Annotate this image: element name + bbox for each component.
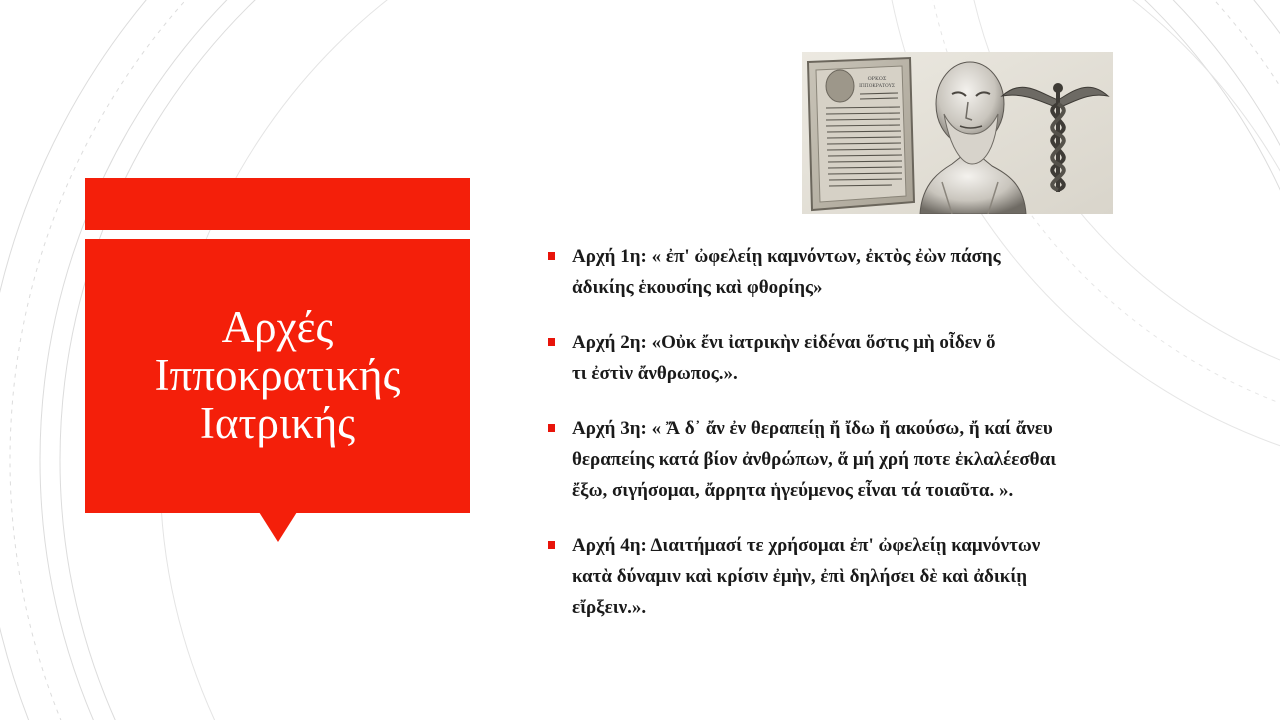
principle-2-text: Αρχή 2η: «Οὐκ ἔνι ἰατρικὴν εἰδέναι ὅστις μὴ οἶδεν ὅ τι ἐστὶν ἄνθρωπος.». [572,332,996,384]
list-item [548,530,1248,623]
hippocrates-illustration [802,52,1113,214]
bullet-square-icon [548,424,555,432]
principle-3-text: Αρχή 3η: « Ἄ δ᾽ ἄν ἐν θεραπείῃ ἤ ἴδω ἤ ακούσω, ἤ καί ἄνευ θεραπείης κατά βίον ἀνθρώπων, ἅ μή χρή ποτε ἐκλαλέεσθαι ἔξω, σιγήσομαι, ἄρρητα ἡγεύμενος εἶναι τά τοιαῦτα. ». [572,418,1057,501]
title-line: Ιπποκρατικής [154,350,401,401]
bullet-square-icon [548,338,555,346]
list-item [548,413,1248,506]
slide-title [155,304,401,447]
bullet-square-icon [548,252,555,260]
principle-1-text: Αρχή 1η: « ἐπ' ὠφελείῃ καμνόντων, ἐκτὸς ἐὼν πάσης ἀδικίης ἑκουσίης καὶ φθορίης» [572,246,1001,298]
svg-text:ΟΡΚΟΣ: ΟΡΚΟΣ [867,76,887,82]
oath-tablet-icon [808,58,914,210]
list-item [548,241,1248,303]
title-line: Ιατρικής [199,397,356,448]
title-box [85,239,470,513]
principle-4-text: Αρχή 4η: Διαιτήμασί τε χρήσομαι ἐπ' ὠφελείῃ καμνόντων κατὰ δύναμιν καὶ κρίσιν ἐμὴν, ἐπὶ δηλήσει δὲ καὶ ἀδικίῃ εἴρξειν.». [572,535,1041,618]
list-item [548,327,1248,389]
principles-list [548,241,1248,647]
svg-text:ΙΠΠΟΚΡΑΤΟΥΣ: ΙΠΠΟΚΡΑΤΟΥΣ [859,84,895,89]
title-accent-bar [85,178,470,230]
bullet-square-icon [548,541,555,549]
title-pointer-notch [259,512,297,542]
title-line: Αρχές [221,302,334,353]
